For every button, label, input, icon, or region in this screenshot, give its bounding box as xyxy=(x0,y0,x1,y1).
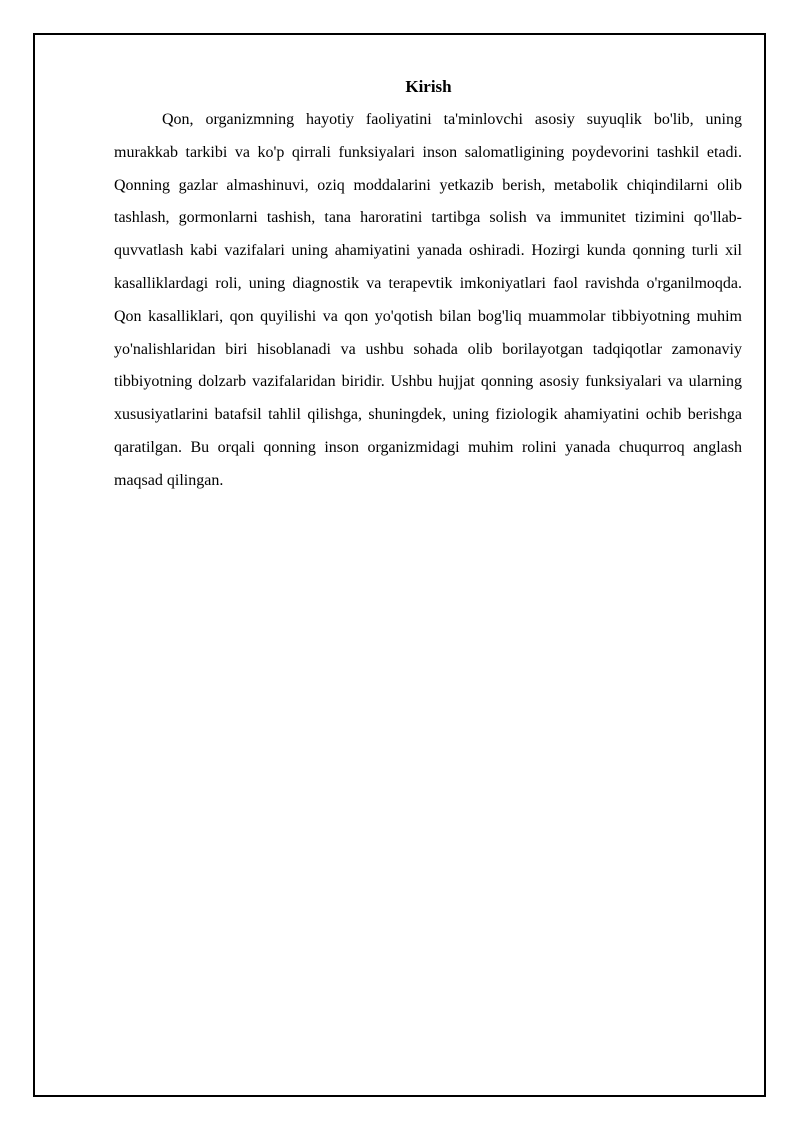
document-title: Kirish xyxy=(405,77,452,96)
intro-paragraph: Qon, organizmning hayotiy faoliyatini ta'minlovchi asosiy suyuqlik bo'lib, uning murakkab tarkibi va ko'p qirrali funksiyalari inson salomatligining poydevorini tashkil etadi. Qonning gazlar almashinuvi, oziq moddalarini yetkazib berish, metabolik chiqindilarni olib tashlash, gormonlarni tashish, tana haroratini tartibga solish va immunitet tizimini qo'llab-quvvatlash kabi vazifalari uning ahamiyatini yanada oshiradi. Hozirgi kunda qonning turli xil kasalliklardagi roli, uning diagnostik va terapevtik imkoniyatlari faol ravishda o'rganilmoqda. Qon kasalliklari, qon quyilishi va qon yo'qotish bilan bog'liq muammolar tibbiyotning muhim yo'nalishlaridan biri hisoblanadi va ushbu sohada olib borilayotgan tadqiqotlar zamonaviy tibbiyotning dolzarb vazifalaridan biridir. Ushbu hujjat qonning asosiy funksiyalari va ularning xususiyatlarini batafsil tahlil qilishga, shuningdek, uning fiziologik ahamiyatini ochib berishga qaratilgan. Bu orqali qonning inson organizmidagi muhim rolini yanada chuqurroq anglash maqsad qilingan. xyxy=(114,111,742,489)
document-body xyxy=(114,72,742,498)
